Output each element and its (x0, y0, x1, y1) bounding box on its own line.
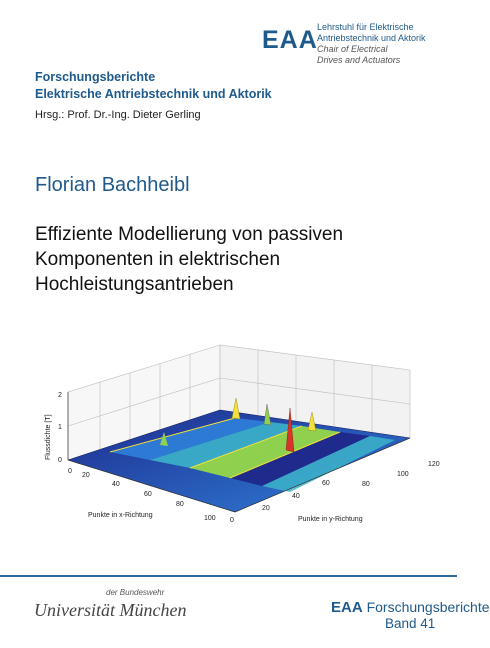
x-tick-40: 40 (112, 481, 120, 488)
university-logo: Universität München (34, 600, 187, 620)
x-tick-80: 80 (176, 501, 184, 508)
chair-de-line-2: Antriebstechnik und Aktorik (317, 33, 426, 43)
footer-divider (0, 575, 457, 577)
y-tick-0: 0 (230, 517, 234, 524)
x-tick-100: 100 (204, 515, 216, 522)
chair-name (317, 22, 447, 66)
series-title-line-2: Elektrische Antriebstechnik und Aktorik (35, 87, 272, 101)
book-title-line-2: Komponenten in elektrischen (35, 249, 281, 270)
z-tick-2: 2 (58, 392, 62, 399)
y-axis-label: Punkte in y-Richtung (298, 516, 363, 523)
series-title (35, 69, 272, 103)
university-suffix: der Bundeswehr (106, 588, 165, 597)
cover-figure (40, 340, 448, 530)
volume-number: Band 41 (385, 616, 436, 631)
z-tick-0: 0 (58, 457, 62, 464)
series-title-line-1: Forschungsberichte (35, 70, 156, 84)
chair-en-line-1: Chair of Electrical (317, 44, 388, 54)
book-title (35, 222, 435, 297)
series-brand-text: Forschungsberichte (366, 599, 490, 615)
x-tick-20: 20 (82, 472, 90, 479)
y-tick-60: 60 (322, 480, 330, 487)
book-title-line-1: Effiziente Modellierung von passiven (35, 224, 344, 245)
chair-en-line-2: Drives and Actuators (317, 55, 401, 65)
x-tick-60: 60 (144, 491, 152, 498)
x-axis-label: Punkte in x-Richtung (88, 512, 153, 519)
z-axis-label: Flussdichte [T] (45, 414, 52, 460)
y-tick-120: 120 (428, 461, 440, 468)
y-tick-80: 80 (362, 481, 370, 488)
y-tick-100: 100 (397, 471, 409, 478)
eaa-logo: EAA (262, 26, 318, 54)
series-brand (331, 599, 490, 616)
y-tick-20: 20 (262, 505, 270, 512)
z-tick-1: 1 (58, 424, 62, 431)
editor-line: Hrsg.: Prof. Dr.-Ing. Dieter Gerling (35, 109, 201, 121)
book-title-line-3: Hochleistungsantrieben (35, 274, 234, 295)
y-tick-40: 40 (292, 493, 300, 500)
chair-de-line-1: Lehrstuhl für Elektrische (317, 22, 414, 32)
series-brand-eaa: EAA (331, 599, 363, 616)
x-tick-0: 0 (68, 468, 72, 475)
author-name: Florian Bachheibl (35, 174, 190, 196)
